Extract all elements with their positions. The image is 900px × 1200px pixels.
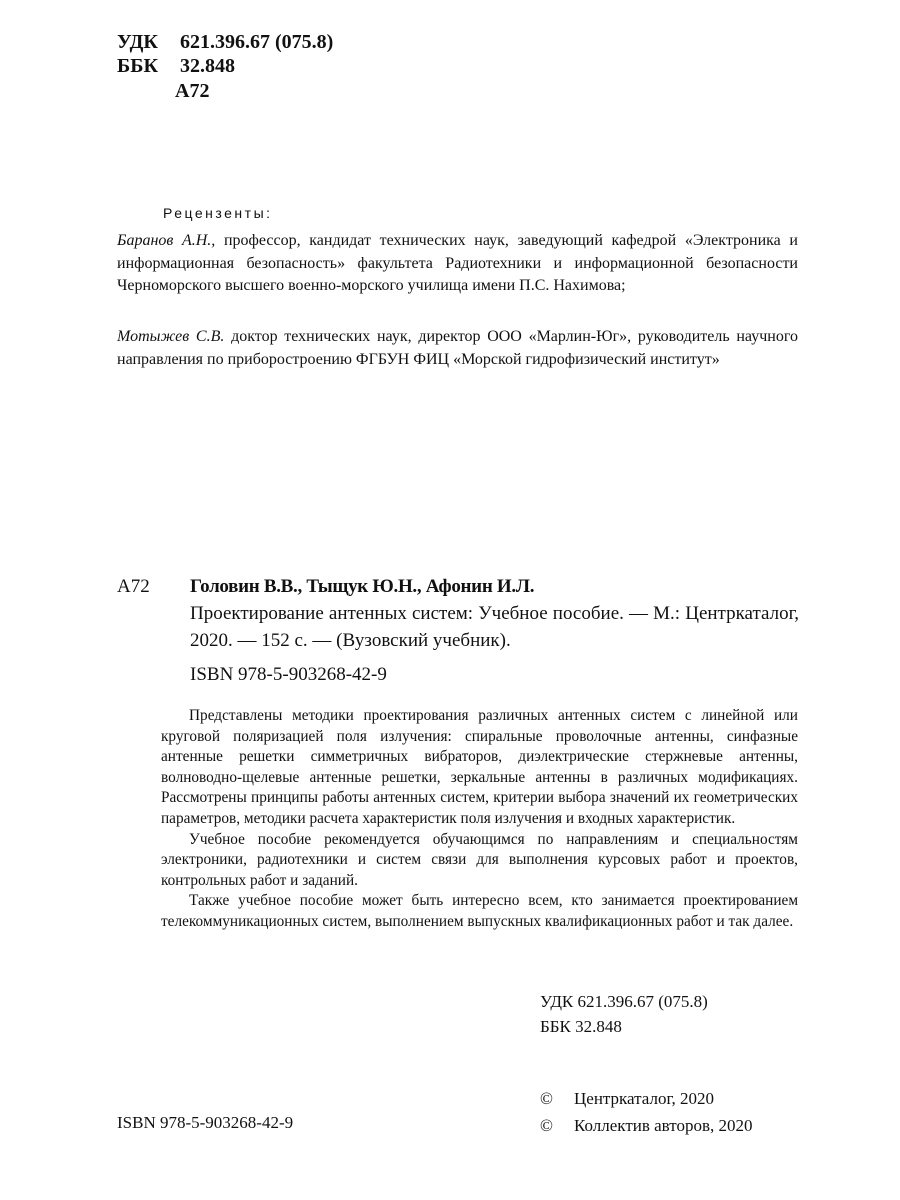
- reviewer-name: Мотыжев С.В.: [117, 328, 225, 345]
- bbk-line: [117, 54, 235, 78]
- abstract-paragraph: Также учебное пособие может быть интересно всем, кто занимается проектированием телекоммуникационных систем, выполнением выпускных квалификационных работ и так далее.: [161, 892, 798, 930]
- udk-value: 621.396.67 (075.8): [180, 31, 334, 53]
- copyright-symbol: ©: [540, 1089, 553, 1108]
- copyright-block: [540, 1085, 753, 1139]
- catalog-entry: [190, 573, 799, 654]
- author-mark: А72: [175, 80, 210, 102]
- copyright-holder: Центркаталог, 2020: [574, 1089, 715, 1108]
- reviewer-text: профессор, кандидат технических наук, заведующий кафедрой «Электроника и информационная безопасность» факультета Радиотехники и информационной безопасности Черноморского высшего военно-морского училища имени П.С. Нахимова;: [117, 232, 798, 294]
- copyright-line: [540, 1085, 753, 1112]
- copyright-holder: Коллектив авторов, 2020: [574, 1116, 753, 1135]
- reviewer-name: Баранов А.Н.,: [117, 232, 216, 249]
- udk-line: [117, 30, 333, 54]
- abstract-paragraph: Представлены методики проектирования различных антенных систем с линейной или круговой поляризацией поля излучения: спиральные проволочные антенны, синфазные антенные решетки симметричных вибраторов, диэлектрические стержневые антенны, волноводно-щелевые антенные решетки, зеркальные антенны в различных модификациях. Рассмотрены принципы работы антенных систем, критерии выбора значений их геометрических параметров, методики расчета характеристик поля излучения и входных характеристик.: [161, 707, 798, 827]
- reviewers-heading: Рецензенты:: [163, 205, 273, 221]
- udk-label: УДК: [117, 31, 158, 53]
- abstract: [161, 706, 798, 933]
- copyright-line: [540, 1112, 753, 1139]
- footer-bbk: ББК 32.848: [540, 1017, 622, 1036]
- catalog-description: Проектирование антенных систем: Учебное пособие. — М.: Центркаталог, 2020. — 152 с. — (Вузовский учебник).: [190, 603, 799, 651]
- abstract-paragraph: Учебное пособие рекомендуется обучающимся по направлениям и специальностям электроники, радиотехники и систем связи для выполнения курсовых работ и проектов, контрольных работ и заданий.: [161, 830, 798, 889]
- footer-udk: УДК 621.396.67 (075.8): [540, 992, 708, 1011]
- catalog-isbn: ISBN 978-5-903268-42-9: [190, 664, 387, 685]
- copyright-symbol: ©: [540, 1116, 553, 1135]
- footer-isbn: ISBN 978-5-903268-42-9: [117, 1113, 294, 1132]
- catalog-code: А72: [117, 576, 150, 597]
- bbk-value: 32.848: [180, 55, 235, 77]
- footer-codes: [540, 989, 708, 1039]
- reviewer-entry-1: [117, 230, 798, 298]
- catalog-authors: Головин В.В., Тыщук Ю.Н., Афонин И.Л.: [190, 576, 535, 597]
- reviewer-entry-2: [117, 326, 798, 371]
- reviewer-text: доктор технических наук, директор ООО «Марлин-Юг», руководитель научного направления по приборостроению ФГБУН ФИЦ «Морской гидрофизический институт»: [117, 328, 798, 368]
- bbk-label: ББК: [117, 55, 158, 77]
